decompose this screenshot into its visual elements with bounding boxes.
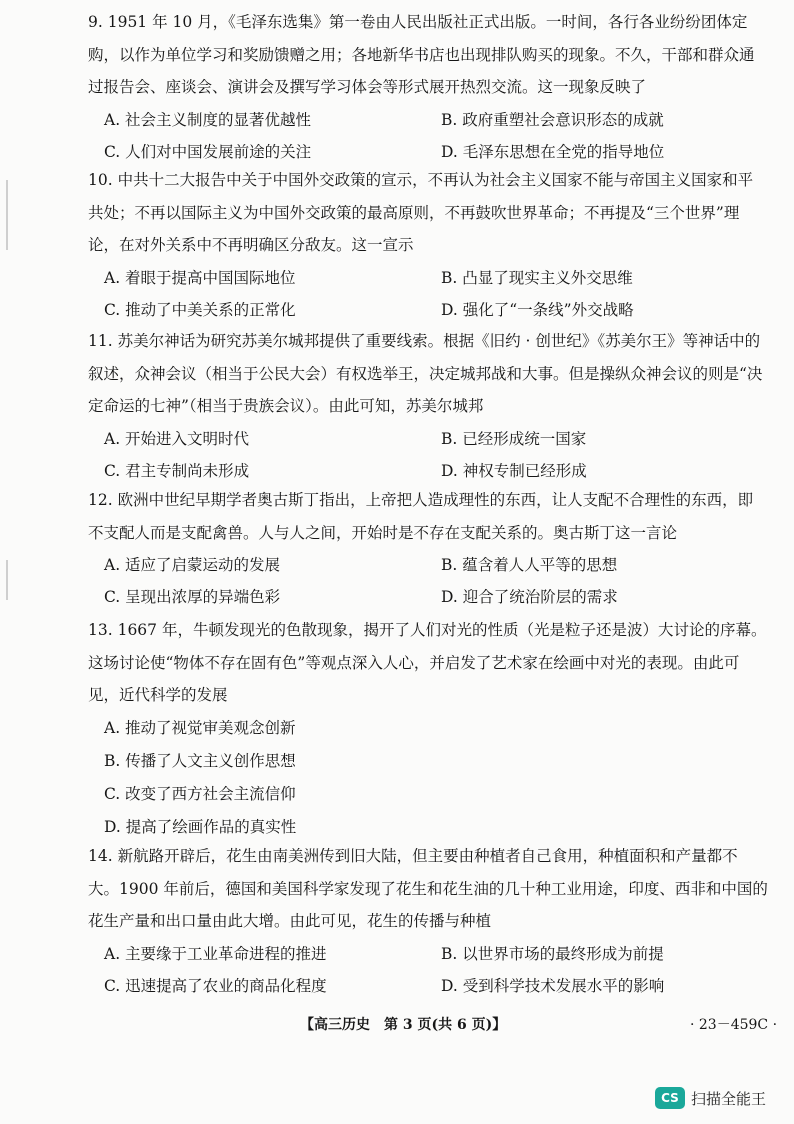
question-10 <box>88 164 768 326</box>
question-stem: 10. 中共十二大报告中关于中国外交政策的宣示，不再认为社会主义国家不能与帝国主义国家和平共处；不再以国际主义为中国外交政策的最高原则，不再鼓吹世界革命；不再提及“三个世界”理论，在对外关系中不再明确区分敌友。这一宣示 <box>88 171 754 254</box>
question-11 <box>88 325 768 487</box>
option-b: B. 传播了人文主义创作思想 <box>104 751 296 770</box>
option-grid <box>88 423 768 487</box>
option-c: C. 君主专制尚未形成 <box>104 461 250 480</box>
option-a: A. 主要缘于工业革命进程的推进 <box>104 944 327 963</box>
option-c: C. 改变了西方社会主流信仰 <box>104 784 296 803</box>
option-b: B. 凸显了现实主义外交思维 <box>441 268 633 287</box>
option-d: D. 受到科学技术发展水平的影响 <box>441 976 665 995</box>
question-stem: 11. 苏美尔神话为研究苏美尔城邦提供了重要线索。根据《旧约 · 创世纪》《苏美尔王》等神话中的叙述，众神会议（相当于公民大会）有权选举王，决定城邦战和大事。但是操纵众神会议的则是“决定命运的七神”（相当于贵族会议）。由此可知，苏美尔城邦 <box>88 332 763 415</box>
option-c: C. 迅速提高了农业的商品化程度 <box>104 976 327 995</box>
option-d: D. 毛泽东思想在全党的指导地位 <box>441 142 665 161</box>
option-c: C. 推动了中美关系的正常化 <box>104 300 296 319</box>
option-b: B. 已经形成统一国家 <box>441 429 587 448</box>
option-grid <box>88 549 768 613</box>
option-grid <box>88 104 768 168</box>
question-stem: 13. 1667 年，牛顿发现光的色散现象，揭开了人们对光的性质（光是粒子还是波）大讨论的序幕。这场讨论使“物体不存在固有色”等观点深入人心，并启发了艺术家在绘画中对光的表现。由此可见，近代科学的发展 <box>88 621 767 704</box>
question-13 <box>88 614 768 844</box>
option-b: B. 以世界市场的最终形成为前提 <box>441 944 664 963</box>
scanner-watermark <box>655 1085 766 1111</box>
question-stem: 12. 欧洲中世纪早期学者奥古斯丁指出，上帝把人造成理性的东西，让人支配不合理性的东西，即不支配人而是支配禽兽。人与人之间，开始时是不存在支配关系的。奥古斯丁这一言论 <box>88 491 754 542</box>
question-stem: 14. 新航路开辟后，花生由南美洲传到旧大陆，但主要由种植者自己食用，种植面积和产量都不大。1900 年前后，德国和美国科学家发现了花生和花生油的几十种工业用途，印度、西非和中国的花生产量和出口量由此大增。由此可见，花生的传播与种植 <box>88 847 768 930</box>
option-d: D. 强化了“一条线”外交战略 <box>441 300 634 319</box>
option-d: D. 迎合了统治阶层的需求 <box>441 588 618 606</box>
page-number: 【高三历史 第 3 页(共 6 页)】 <box>300 1017 507 1033</box>
option-d: D. 神权专制已经形成 <box>441 461 587 480</box>
option-grid <box>88 262 768 326</box>
option-d: D. 提高了绘画作品的真实性 <box>104 817 297 836</box>
option-a: A. 社会主义制度的显著优越性 <box>104 110 312 129</box>
question-stem: 9. 1951 年 10 月，《毛泽东选集》第一卷由人民出版社正式出版。一时间，各行各业纷纷团体定购，以作为单位学习和奖励馈赠之用；各地新华书店也出现排队购买的现象。不久，干部和群众通过报告会、座谈会、演讲会及撰写学习体会等形式展开热烈交流。这一现象反映了 <box>88 13 755 96</box>
scan-edge-mark <box>6 560 8 600</box>
option-a: A. 适应了启蒙运动的发展 <box>104 556 281 574</box>
camscanner-logo-icon: CS <box>655 1087 685 1109</box>
option-c: C. 呈现出浓厚的异端色彩 <box>104 588 281 606</box>
page-footer <box>0 1014 794 1038</box>
option-c: C. 人们对中国发展前途的关注 <box>104 142 312 161</box>
option-list <box>88 712 768 844</box>
paper-code: · 23－459C · <box>690 1017 778 1033</box>
option-grid <box>88 938 768 1002</box>
question-12 <box>88 484 768 613</box>
question-14 <box>88 840 768 1002</box>
option-a: A. 推动了视觉审美观念创新 <box>104 718 296 737</box>
scan-edge-mark <box>6 180 8 250</box>
watermark-text: 扫描全能王 <box>691 1089 767 1108</box>
question-9 <box>88 6 768 168</box>
option-a: A. 开始进入文明时代 <box>104 429 250 448</box>
option-a: A. 着眼于提高中国国际地位 <box>104 268 296 287</box>
option-b: B. 政府重塑社会意识形态的成就 <box>441 110 664 129</box>
option-b: B. 蕴含着人人平等的思想 <box>441 556 618 574</box>
